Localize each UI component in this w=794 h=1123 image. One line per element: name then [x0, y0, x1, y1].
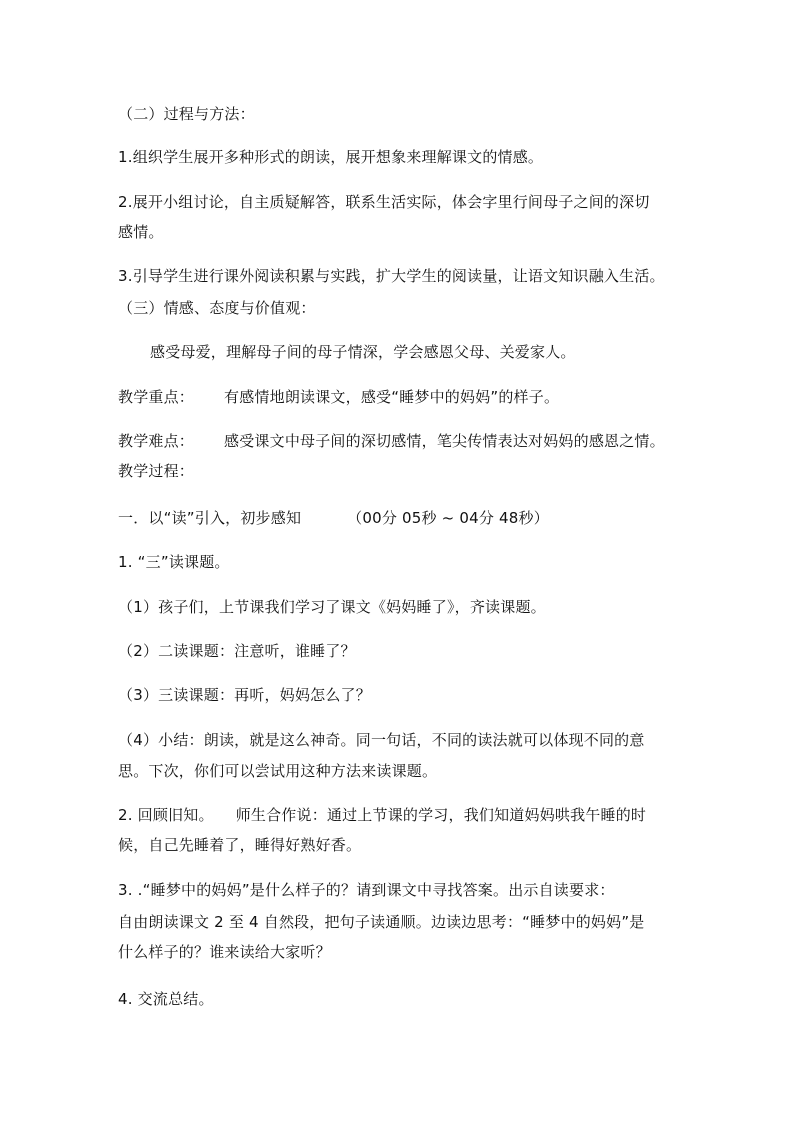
paragraph-item-3: 3.引导学生进行课外阅读积累与实践，扩大学生的阅读量，让语文知识融入生活。 [118, 267, 665, 285]
sub-item-2-text: 师生合作说：通过上节课的学习，我们知道妈妈哄我午睡的时 [235, 806, 647, 824]
teaching-process-heading: 教学过程： [118, 462, 195, 480]
sub-item-1: 1. “三”读课题。 [118, 553, 230, 571]
paragraph-item-1: 1.组织学生展开多种形式的朗读，展开想象来理解课文的情感。 [118, 148, 544, 166]
sub-item-2-row [118, 805, 646, 825]
sub-item-1-3: （3）三读课题：再听，妈妈怎么了？ [118, 686, 371, 704]
sub-item-4: 4. 交流总结。 [118, 990, 214, 1008]
key-point-text: 有感情地朗读课文，感受“睡梦中的妈妈”的样子。 [224, 388, 560, 406]
step-one-time: （00分 05秒 ~ 04分 48秒） [347, 509, 549, 527]
difficulty-row [118, 431, 665, 451]
sub-item-1-4: （4）小结：朗读，就是这么神奇。同一句话，不同的读法就可以体现不同的意 [118, 731, 645, 749]
sub-item-2-cont: 候，自己先睡着了，睡得好熟好香。 [118, 836, 362, 854]
key-point-label: 教学重点： [118, 388, 195, 406]
key-point-row [118, 387, 559, 407]
step-one-title: 一．以“读”引入，初步感知 [118, 509, 302, 527]
section-heading-emotion-values: （三）情感、态度与价值观： [118, 299, 316, 317]
paragraph-emotion: 感受母爱，理解母子间的母子情深，学会感恩父母、关爱家人。 [150, 343, 576, 361]
sub-item-1-1: （1）孩子们，上节课我们学习了课文《妈妈睡了》，齐读课题。 [118, 598, 546, 616]
sub-item-3: 3. .“睡梦中的妈妈”是什么样子的？请到课文中寻找答案。出示自读要求： [118, 881, 615, 899]
sub-item-1-2: （2）二读课题：注意听，谁睡了？ [118, 642, 356, 660]
difficulty-text: 感受课文中母子间的深切感情，笔尖传情表达对妈妈的感恩之情。 [224, 432, 665, 450]
paragraph-item-2-cont: 感情。 [118, 223, 164, 241]
paragraph-item-2: 2.展开小组讨论，自主质疑解答，联系生活实际，体会字里行间母子之间的深切 [118, 193, 650, 211]
section-heading-process-methods: （二）过程与方法： [118, 105, 255, 123]
sub-item-3-cont-2: 什么样子的？谁来读给大家听？ [118, 943, 331, 961]
step-one-row [118, 508, 549, 528]
difficulty-label: 教学难点： [118, 432, 195, 450]
sub-item-3-cont-1: 自由朗读课文 2 至 4 自然段，把句子读通顺。边读边思考：“睡梦中的妈妈”是 [118, 913, 645, 931]
sub-item-1-4-cont: 思。下次，你们可以尝试用这种方法来读课题。 [118, 762, 438, 780]
sub-item-2-title: 2. 回顾旧知。 [118, 806, 214, 824]
